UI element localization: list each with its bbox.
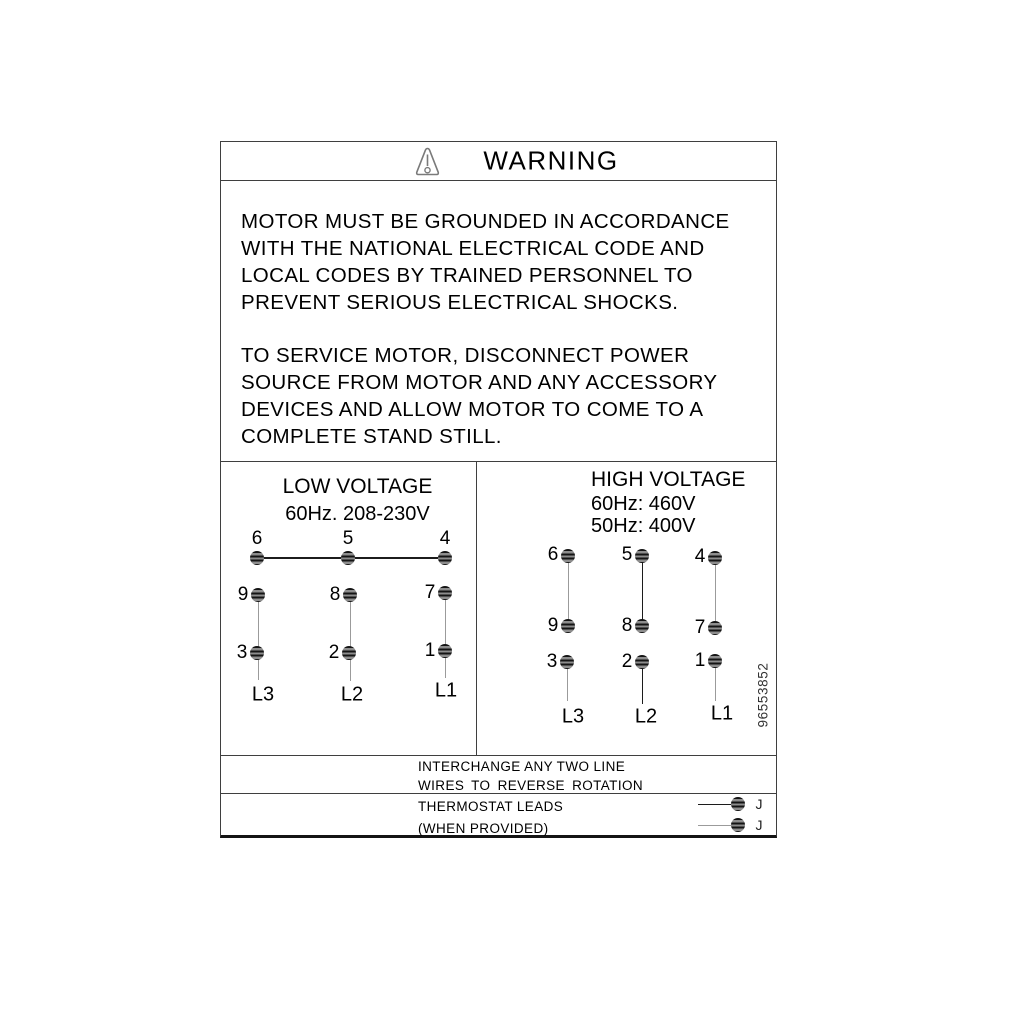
warning-line: LOCAL CODES BY TRAINED PERSONNEL TO xyxy=(241,264,693,287)
warning-triangle-icon xyxy=(414,146,441,182)
hv-wire-5-8 xyxy=(642,556,644,626)
hv-lead-l1: L1 xyxy=(710,702,734,725)
warning-line: SOURCE FROM MOTOR AND ANY ACCESSORY xyxy=(241,371,718,394)
thermostat-leads-label: THERMOSTAT LEADS xyxy=(418,799,564,814)
hv-terminal-number-8: 8 xyxy=(621,615,633,636)
terminal-dot xyxy=(343,588,357,602)
part-number: 96553852 xyxy=(755,662,771,728)
warning-line: TO SERVICE MOTOR, DISCONNECT POWER xyxy=(241,344,690,367)
terminal-dot xyxy=(561,619,575,633)
hv-wire-4-7 xyxy=(715,558,717,628)
lv-terminal-number-5: 5 xyxy=(342,528,354,549)
hv-lead-l2: L2 xyxy=(634,705,658,728)
hv-terminal-number-7: 7 xyxy=(694,617,706,638)
high-voltage-freq-1: 60Hz: 460V xyxy=(591,493,696,515)
hv-terminal-number-4: 4 xyxy=(694,546,706,567)
warning-header xyxy=(221,142,776,181)
warning-title: WARNING xyxy=(483,145,619,176)
hv-wire-6-9 xyxy=(568,556,570,626)
terminal-dot xyxy=(708,654,722,668)
lv-terminal-number-1: 1 xyxy=(424,640,436,661)
hv-terminal-number-2: 2 xyxy=(621,651,633,672)
thermostat-lead-j-1: J xyxy=(755,796,763,812)
terminal-dot xyxy=(438,586,452,600)
lv-terminal-number-4: 4 xyxy=(439,528,451,549)
rotation-note-line-1: INTERCHANGE ANY TWO LINE xyxy=(418,759,626,774)
hv-terminal-number-3: 3 xyxy=(546,651,558,672)
terminal-dot xyxy=(341,551,355,565)
thermostat-provided-label: (WHEN PROVIDED) xyxy=(418,821,549,836)
warning-paragraph-2 xyxy=(241,342,761,450)
lv-terminal-number-3: 3 xyxy=(236,642,248,663)
warning-line: COMPLETE STAND STILL. xyxy=(241,425,502,448)
terminal-dot xyxy=(635,619,649,633)
high-voltage-freq-2: 50Hz: 400V xyxy=(591,515,696,537)
lv-terminal-number-6: 6 xyxy=(251,528,263,549)
low-voltage-title: LOW VOLTAGE xyxy=(282,475,433,498)
terminal-dot xyxy=(438,551,452,565)
lv-lead-l3: L3 xyxy=(251,683,275,706)
high-voltage-title: HIGH VOLTAGE xyxy=(591,468,746,491)
terminal-dot xyxy=(561,549,575,563)
lv-terminal-number-2: 2 xyxy=(328,642,340,663)
hv-terminal-number-1: 1 xyxy=(694,650,706,671)
warning-line: WITH THE NATIONAL ELECTRICAL CODE AND xyxy=(241,237,705,260)
terminal-dot xyxy=(708,551,722,565)
lv-wire-9-3-l3 xyxy=(258,595,260,680)
lv-terminal-number-9: 9 xyxy=(237,584,249,605)
terminal-dot xyxy=(438,644,452,658)
terminal-dot xyxy=(251,588,265,602)
terminal-dot xyxy=(250,551,264,565)
rotation-note-line-2: WIRES TO REVERSE ROTATION xyxy=(418,778,644,793)
hv-terminal-number-5: 5 xyxy=(621,544,633,565)
terminal-dot xyxy=(250,646,264,660)
thermostat-leads-row xyxy=(221,793,776,836)
low-voltage-subtitle: 60Hz. 208-230V xyxy=(285,503,430,525)
hv-terminal-number-9: 9 xyxy=(547,615,559,636)
terminal-dot xyxy=(731,818,745,832)
lv-lead-l1: L1 xyxy=(434,679,458,702)
thermostat-lead-j-2: J xyxy=(755,817,763,833)
lv-terminal-number-8: 8 xyxy=(329,584,341,605)
terminal-dot xyxy=(560,655,574,669)
motor-warning-label xyxy=(220,141,777,838)
terminal-dot xyxy=(731,797,745,811)
rotation-note-row xyxy=(221,755,776,793)
warning-paragraph-1 xyxy=(241,208,761,316)
lv-wire-8-2-l2 xyxy=(350,595,352,681)
lv-terminal-number-7: 7 xyxy=(424,582,436,603)
warning-line: MOTOR MUST BE GROUNDED IN ACCORDANCE xyxy=(241,210,730,233)
hv-lead-l3: L3 xyxy=(561,705,585,728)
thermostat-lead-wire-2 xyxy=(698,825,732,827)
terminal-dot xyxy=(635,655,649,669)
lv-wire-7-1-l1 xyxy=(445,593,447,678)
section-divider xyxy=(221,461,776,462)
thermostat-lead-wire-1 xyxy=(698,804,732,806)
warning-line: DEVICES AND ALLOW MOTOR TO COME TO A xyxy=(241,398,704,421)
terminal-dot xyxy=(342,646,356,660)
lv-lead-l2: L2 xyxy=(340,683,364,706)
terminal-dot xyxy=(708,621,722,635)
hv-terminal-number-6: 6 xyxy=(547,544,559,565)
terminal-dot xyxy=(635,549,649,563)
warning-line: PREVENT SERIOUS ELECTRICAL SHOCKS. xyxy=(241,291,679,314)
